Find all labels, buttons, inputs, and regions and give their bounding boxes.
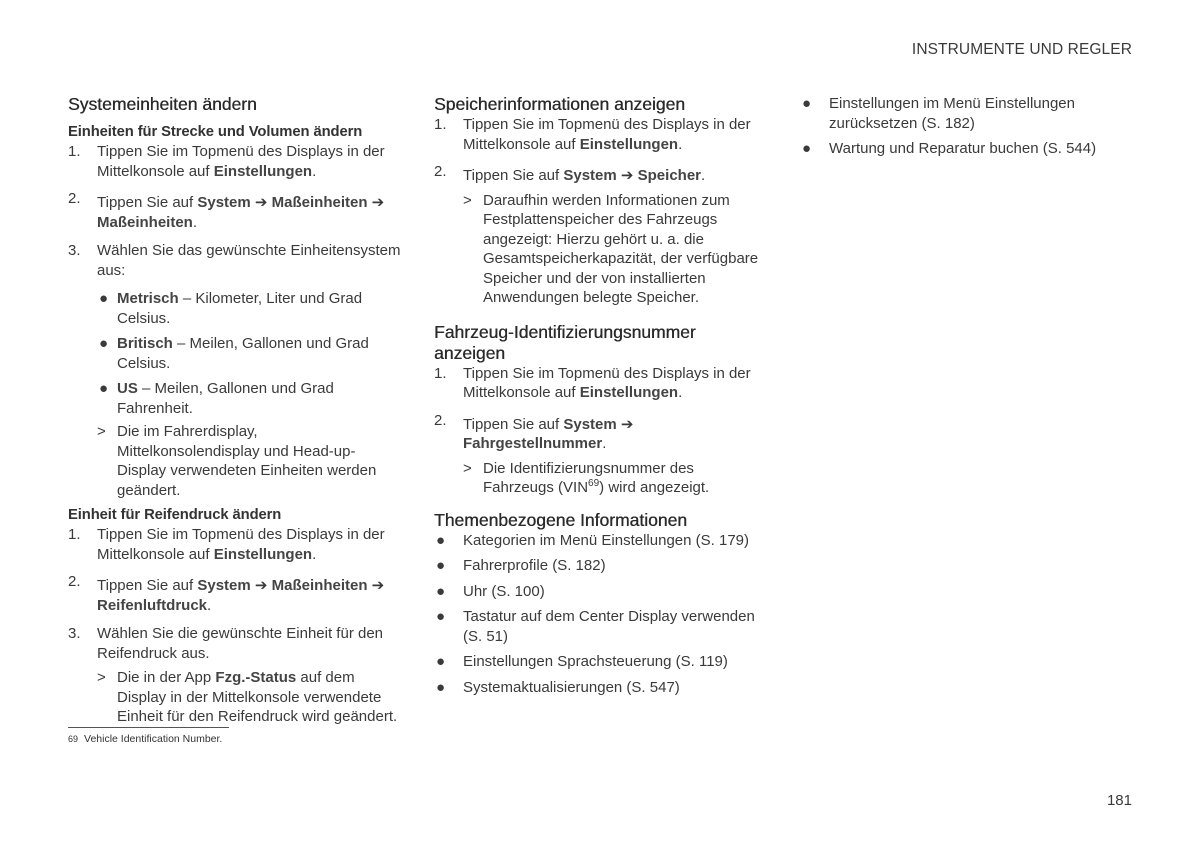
step-1: 1. Tippen Sie im Topmenü des Displays in der Mittelkonsole auf Einstellungen. [68,143,385,180]
arrow-right-icon: ➔ [620,415,634,433]
option-metrisch: ● Metrisch – Kilometer, Liter und Grad Celsius. [99,290,363,327]
section-title-speicher: Speicherinformationen anzeigen [434,94,685,114]
step-2: 2. Tippen Sie auf System ➔ Maßeinheiten ➔ Reifenluftdruck. [68,573,385,614]
menu-term-einstellungen: Einstellungen [213,545,313,563]
footnote [68,732,222,746]
bullet-icon: ● [99,380,109,397]
column-2 [434,94,764,697]
step-3: 3. Wählen Sie das gewünschte Einheitensystem aus: [68,242,401,279]
bullet-icon: ● [99,335,109,352]
step-2: 2. Tippen Sie auf System ➔ Speicher. [434,163,706,184]
footnote-text: Vehicle Identification Number. [84,733,223,745]
step-number: 2. [434,411,447,429]
result-text: > Daraufhin werden Informationen zum Festplattenspeicher des Fahrzeugs angezeigt: Hierzu gehört u. a. die Gesamtspeicherkapazität, der verfügbare Speicher und der von installierten Anwendungen belegte Speicher. [463,191,759,306]
menu-term-einstellungen: Einstellungen [213,162,313,180]
subheading-reifendruck: Einheit für Reifendruck ändern [68,507,282,523]
bullet-icon: ● [802,95,812,112]
bullet-icon: ● [436,653,446,670]
footnote-divider [68,727,229,728]
step-number: 2. [434,163,447,180]
page-number: 181 [1106,792,1132,809]
step-1: 1. Tippen Sie im Topmenü des Displays in der Mittelkonsole auf Einstellungen. [68,526,385,563]
footnote-number: 69 [68,734,79,744]
step-1: 1. Tippen Sie im Topmenü des Displays in der Mittelkonsole auf Einstellungen. [434,364,751,401]
arrow-right-icon: ➔ [620,167,634,184]
result-chevron-icon: > [97,423,106,440]
bullet-icon: ● [436,582,446,600]
arrow-right-icon: ➔ [371,577,385,594]
step-1: 1. Tippen Sie im Topmenü des Displays in der Mittelkonsole auf Einstellungen. [434,116,751,153]
arrow-right-icon: ➔ [254,577,268,594]
result-text: > Die in der App Fzg.-Status auf dem Display in der Mittelkonsole verwendete Einheit für den Reifendruck wird geändert. [97,669,398,725]
step-number: 1. [434,116,447,133]
running-header: INSTRUMENTE UND REGLER [911,41,1132,58]
related-link[interactable]: ● Einstellungen Sprachsteuerung (S. 119) [436,653,728,670]
footnote-ref[interactable]: 69 [588,478,600,489]
step-number: 1. [434,364,447,382]
menu-term-einstellungen: Einstellungen [579,384,679,401]
bullet-icon: ● [436,557,446,574]
subheading-strecke-volumen: Einheiten für Strecke und Volumen ändern [68,124,363,140]
result-text: > Die im Fahrerdisplay, Mittelkonsolendisplay und Head-up-Display verwendeten Einheiten werden geändert. [97,423,377,499]
arrow-right-icon: ➔ [371,194,385,211]
bullet-icon: ● [802,140,812,157]
section-title-themenbezogen: Themenbezogene Informationen [434,509,687,530]
related-link[interactable]: ● Fahrerprofile (S. 182) [436,557,606,574]
result-text: > Die Identifizierungsnummer des Fahrzeugs (VIN$^{69}$) wird angezeigt. [463,459,710,496]
option-britisch: ● Britisch – Meilen, Gallonen und Grad Celsius. [99,335,369,372]
bullet-icon: ● [436,608,446,625]
step-number: 3. [68,242,81,259]
related-link[interactable]: ● Wartung und Reparatur buchen (S. 544) [802,140,1097,157]
result-chevron-icon: > [97,669,106,686]
column-3 [800,94,1140,159]
option-us: ● US – Meilen, Gallonen und Grad Fahrenheit. [99,380,334,417]
column-1 [68,94,403,727]
step-number: 2. [68,190,81,207]
related-link[interactable]: ● Einstellungen im Menü Einstellungen zurücksetzen (S. 182) [802,95,1075,132]
step-number: 3. [68,625,81,642]
result-chevron-icon: > [463,459,472,477]
step-2: 2. Tippen Sie auf System ➔ Fahrgestellnummer. [434,411,634,452]
related-link[interactable]: ● Systemaktualisierungen (S. 547) [436,678,680,696]
result-chevron-icon: > [463,191,472,209]
step-number: 1. [68,143,81,160]
bullet-icon: ● [99,290,109,307]
related-link[interactable]: ● Kategorien im Menü Einstellungen (S. 179) [436,531,749,549]
arrow-right-icon: ➔ [254,194,268,211]
related-link[interactable]: ● Uhr (S. 100) [436,582,545,600]
bullet-icon: ● [436,678,446,696]
step-2: 2. Tippen Sie auf System ➔ Maßeinheiten ➔ Maßeinheiten. [68,190,385,231]
step-number: 1. [68,526,81,543]
section-title-systemeinheiten: Systemeinheiten ändern [68,94,257,114]
related-link[interactable]: ● Tastatur auf dem Center Display verwenden (S. 51) [436,608,755,645]
app-name: Fzg.-Status [215,669,297,686]
step-number: 2. [68,573,81,590]
bullet-icon: ● [436,531,446,549]
menu-term-einstellungen: Einstellungen [579,135,679,153]
step-3: 3. Wählen Sie die gewünschte Einheit für den Reifendruck aus. [68,625,384,662]
section-title-fahrzeug-id: Fahrzeug-Identifizierungsnummer anzeigen [434,321,696,363]
